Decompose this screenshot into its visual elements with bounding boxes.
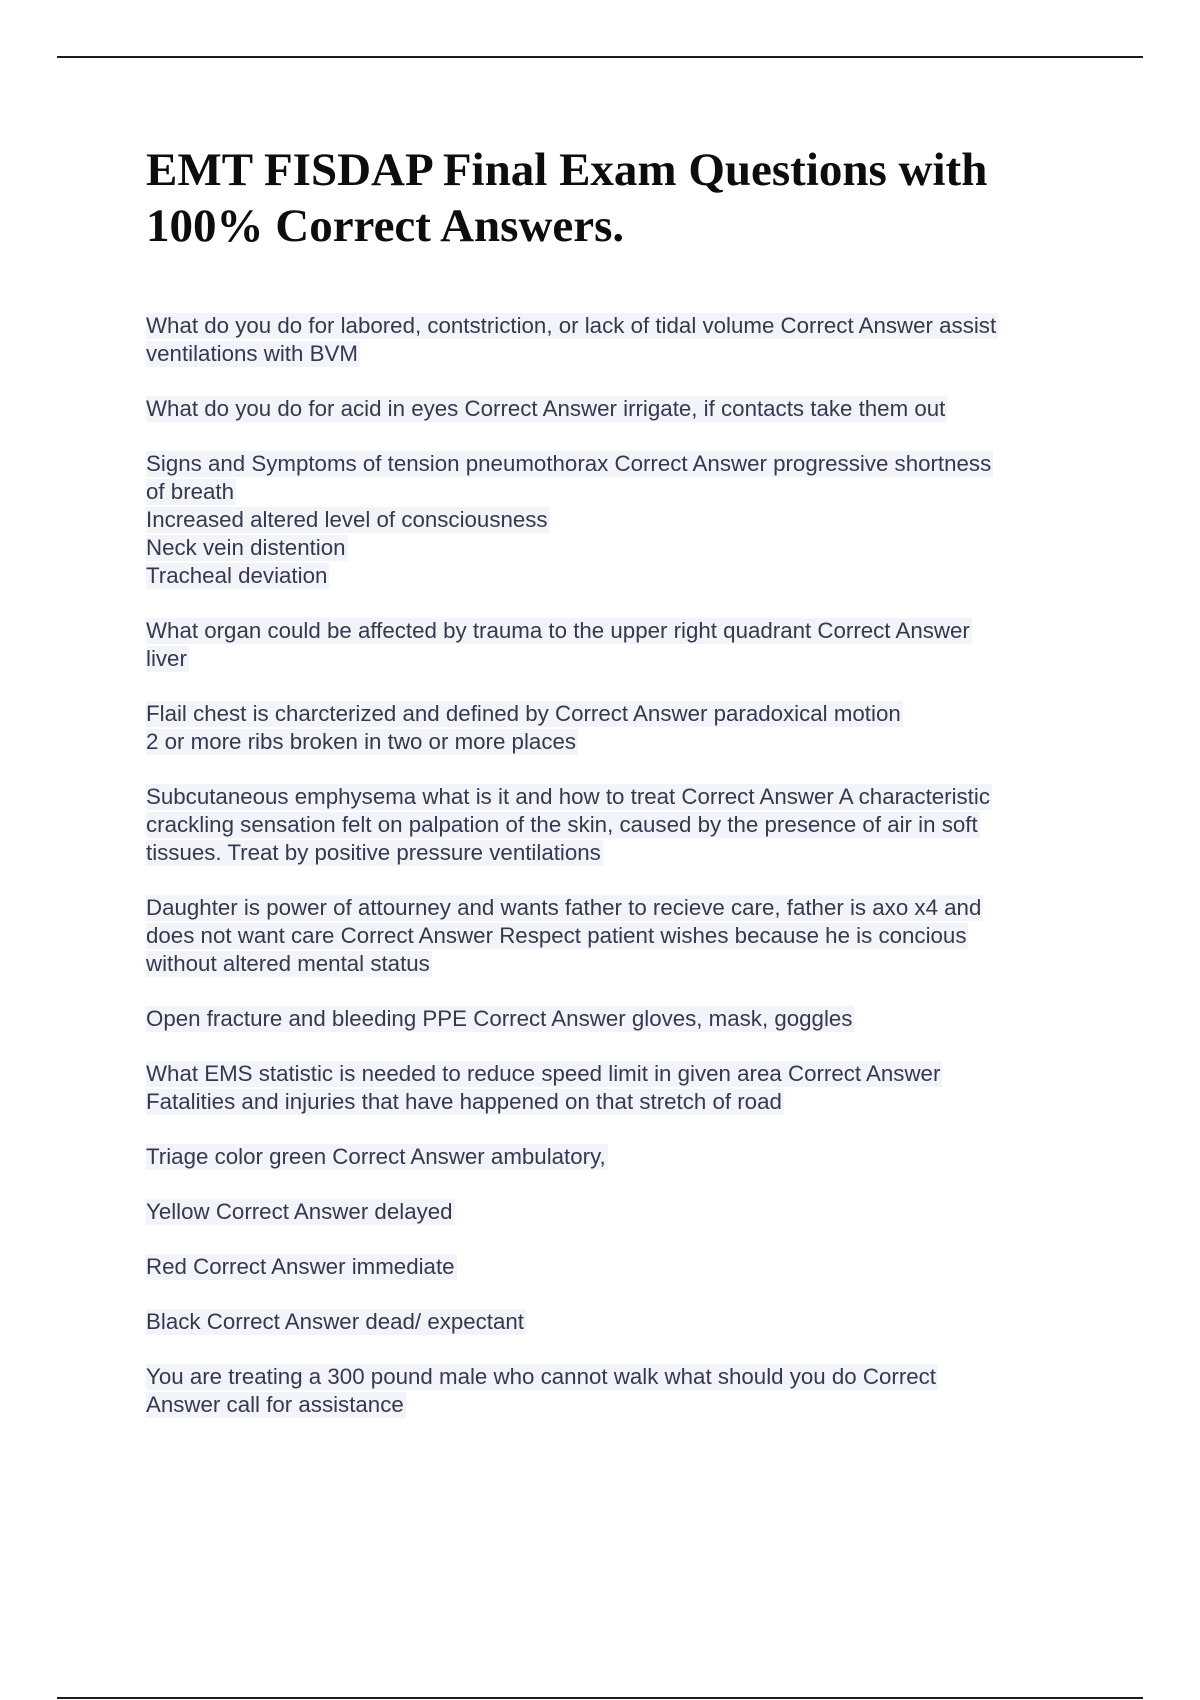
qa-line [146, 1253, 1086, 1281]
qa-line-text: What do you do for acid in eyes Correct Answer irrigate, if contacts take them out [146, 396, 946, 421]
qa-line-text: You are treating a 300 pound male who cannot walk what should you do Correct [146, 1364, 936, 1389]
qa-line [146, 1308, 1086, 1336]
qa-line-text: Fatalities and injuries that have happened on that stretch of road [146, 1089, 782, 1114]
qa-line-text: Triage color green Correct Answer ambulatory, [146, 1144, 606, 1169]
qa-line [146, 312, 1086, 340]
qa-line-text: tissues. Treat by positive pressure ventilations [146, 840, 601, 865]
qa-line [146, 1198, 1086, 1226]
qa-line [146, 478, 1086, 506]
qa-entry [146, 1198, 1086, 1226]
qa-line-text: What EMS statistic is needed to reduce speed limit in given area Correct Answer [146, 1061, 941, 1086]
qa-line [146, 839, 1086, 867]
qa-entry [146, 894, 1086, 978]
qa-entry [146, 1143, 1086, 1171]
qa-line-text: liver [146, 646, 187, 671]
qa-line [146, 922, 1086, 950]
qa-line [146, 395, 1086, 423]
qa-line [146, 617, 1086, 645]
qa-line-text: 2 or more ribs broken in two or more places [146, 729, 577, 754]
qa-entry [146, 395, 1086, 423]
qa-entry [146, 617, 1086, 673]
qa-line-text: Answer call for assistance [146, 1392, 404, 1417]
qa-entry [146, 1363, 1086, 1419]
qa-line [146, 506, 1086, 534]
qa-entry [146, 783, 1086, 867]
qa-entry [146, 700, 1086, 756]
qa-line-text: Daughter is power of attourney and wants father to recieve care, father is axo x4 and [146, 895, 982, 920]
qa-list [146, 312, 1086, 1446]
qa-line [146, 645, 1086, 673]
qa-line-text: Signs and Symptoms of tension pneumothorax Correct Answer progressive shortness [146, 451, 992, 476]
qa-line-text: Black Correct Answer dead/ expectant [146, 1309, 525, 1334]
qa-line-text: Increased altered level of consciousness [146, 507, 548, 532]
qa-line-text: Open fracture and bleeding PPE Correct Answer gloves, mask, goggles [146, 1006, 853, 1031]
qa-line [146, 950, 1086, 978]
qa-entry [146, 312, 1086, 368]
qa-line [146, 700, 1086, 728]
qa-line [146, 894, 1086, 922]
qa-line [146, 1143, 1086, 1171]
qa-line [146, 811, 1086, 839]
top-divider [57, 56, 1143, 58]
qa-line-text: does not want care Correct Answer Respect patient wishes because he is concious [146, 923, 967, 948]
qa-line [146, 340, 1086, 368]
qa-line [146, 450, 1086, 478]
qa-line [146, 783, 1086, 811]
qa-entry [146, 1060, 1086, 1116]
qa-entry [146, 1005, 1086, 1033]
qa-line-text: Red Correct Answer immediate [146, 1254, 455, 1279]
qa-line [146, 534, 1086, 562]
qa-line-text: What organ could be affected by trauma to the upper right quadrant Correct Answer [146, 618, 970, 643]
qa-line [146, 1005, 1086, 1033]
qa-entry [146, 1253, 1086, 1281]
qa-line-text: Subcutaneous emphysema what is it and how to treat Correct Answer A characteristic [146, 784, 990, 809]
qa-line [146, 1363, 1086, 1391]
qa-line [146, 562, 1086, 590]
qa-line [146, 1391, 1086, 1419]
qa-line-text: Flail chest is charcterized and defined by Correct Answer paradoxical motion [146, 701, 901, 726]
document-title: EMT FISDAP Final Exam Questions with 100% Correct Answers. [146, 144, 988, 252]
qa-line [146, 1060, 1086, 1088]
qa-line-text: Neck vein distention [146, 535, 346, 560]
qa-line [146, 728, 1086, 756]
qa-line [146, 1088, 1086, 1116]
qa-entry [146, 1308, 1086, 1336]
qa-line-text: What do you do for labored, contstriction, or lack of tidal volume Correct Answer assist [146, 313, 997, 338]
bottom-divider [57, 1697, 1143, 1699]
qa-entry [146, 450, 1086, 590]
qa-line-text: crackling sensation felt on palpation of the skin, caused by the presence of air in soft [146, 812, 978, 837]
qa-line-text: ventilations with BVM [146, 341, 358, 366]
qa-line-text: Tracheal deviation [146, 563, 328, 588]
qa-line-text: without altered mental status [146, 951, 430, 976]
qa-line-text: Yellow Correct Answer delayed [146, 1199, 453, 1224]
qa-line-text: of breath [146, 479, 235, 504]
